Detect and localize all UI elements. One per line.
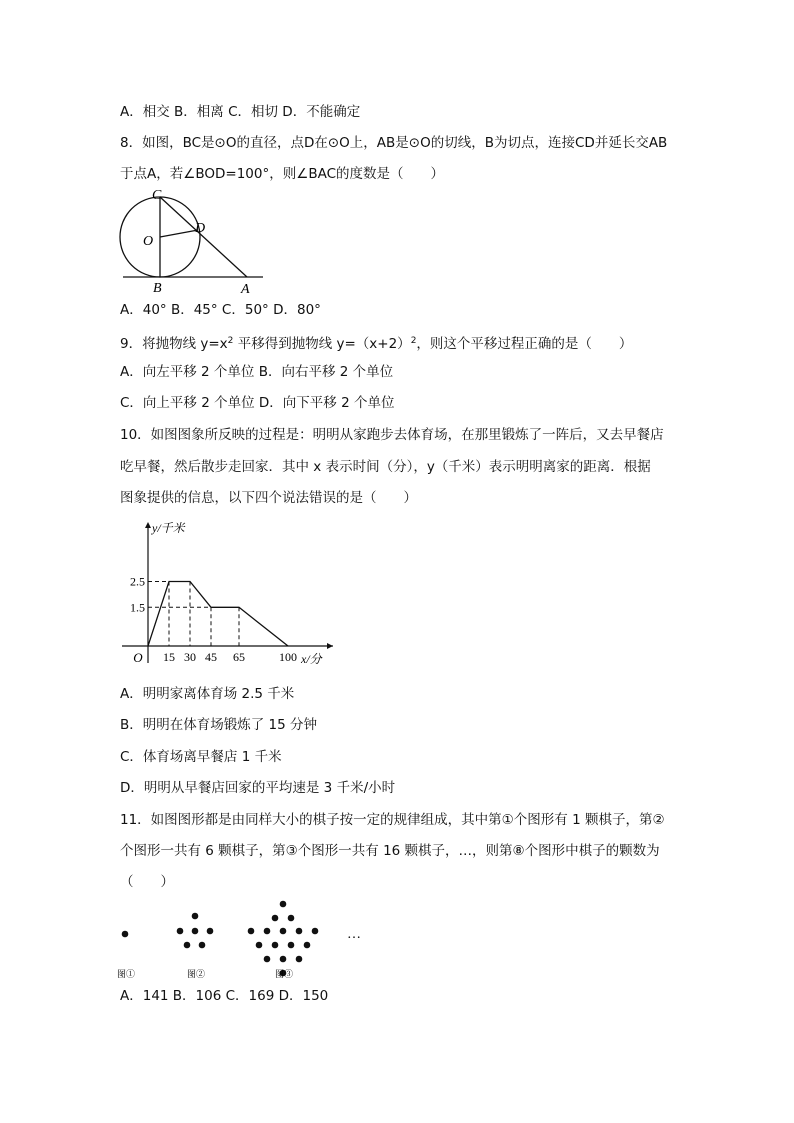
label-c: C	[152, 190, 162, 203]
x-tick-label-45: 45	[205, 650, 217, 664]
q9-stem	[120, 333, 632, 352]
label-b: B	[153, 281, 162, 295]
q11-stem-line2: 个图形一共有 6 颗棋子，第③个图形一共有 16 颗棋子，…，则第⑧个图形中棋子的颗数为	[120, 843, 660, 859]
q9-stem-part3: ，则这个平移过程正确的是（ ）	[416, 336, 633, 352]
caption-fig1: 图①	[117, 969, 136, 979]
ellipsis: …	[347, 927, 361, 942]
q9-options-cd: C．向上平移 2 个单位 D．向下平移 2 个单位	[120, 395, 395, 411]
q9-exponent-1: 2	[227, 336, 234, 346]
q7-options: A．相交 B．相离 C．相切 D．不能确定	[120, 104, 361, 120]
pattern-3	[248, 901, 319, 977]
caption-fig3: 图③	[275, 969, 294, 979]
y-tick-label-1.5: 1.5	[130, 600, 145, 615]
radius-od	[160, 230, 198, 237]
q10-option-c: C．体育场离早餐店 1 千米	[120, 749, 282, 765]
x-axis-label: x/分	[301, 652, 322, 666]
x-axis-arrow	[327, 643, 333, 649]
secant-ca	[160, 197, 247, 277]
q10-stem-line1: 10．如图图象所反映的过程是：明明从家跑步去体育场，在那里锻炼了一阵后，又去早餐店	[120, 427, 664, 443]
y-axis-arrow	[145, 522, 151, 528]
label-a: A	[241, 282, 250, 295]
q8-circle-figure	[115, 190, 265, 295]
q11-stem-line3: （ ）	[120, 874, 174, 890]
origin-label: O	[133, 650, 143, 665]
q10-option-b: B．明明在体育场锻炼了 15 分钟	[120, 717, 318, 733]
q11-pattern-figure	[115, 895, 375, 980]
q10-distance-time-chart	[118, 518, 338, 668]
pattern-1	[122, 931, 129, 938]
q9-stem-part2: 平移得到抛物线 y=（x+2）	[233, 336, 411, 352]
q10-stem-line2: 吃早餐，然后散步走回家．其中 x 表示时间（分），y（千米）表示明明离家的距离．根据	[120, 459, 651, 475]
q9-options-ab: A．向左平移 2 个单位 B．向右平移 2 个单位	[120, 364, 394, 380]
q8-stem-line2: 于点A，若∠BOD=100°，则∠BAC的度数是（ ）	[120, 166, 444, 182]
x-tick-label-30: 30	[184, 650, 196, 664]
q9-exponent-2: 2	[410, 336, 417, 346]
pattern-2	[177, 913, 214, 949]
q8-stem-line1: 8．如图，BC是⊙O的直径，点D在⊙O上，AB是⊙O的切线，B为切点，连接CD并延长交AB	[120, 135, 668, 151]
q11-stem-line1: 11．如图图形都是由同样大小的棋子按一定的规律组成，其中第①个图形有 1 颗棋子，第②	[120, 812, 665, 828]
x-tick-label-15: 15	[163, 650, 175, 664]
y-axis-label: y/千米	[152, 521, 185, 535]
label-o: O	[143, 234, 154, 249]
q11-options: A．141 B．106 C．169 D．150	[120, 988, 329, 1004]
q10-stem-line3: 图象提供的信息，以下四个说法错误的是（ ）	[120, 490, 417, 506]
y-tick-label-2.5: 2.5	[130, 574, 145, 589]
x-tick-label-65: 65	[233, 650, 245, 664]
q10-option-a: A．明明家离体育场 2.5 千米	[120, 686, 295, 702]
x-tick-label-100: 100	[279, 650, 297, 664]
caption-fig2: 图②	[187, 969, 206, 979]
q9-stem-part1: 9．将抛物线 y=x	[120, 336, 228, 352]
q8-options: A．40° B．45° C．50° D．80°	[120, 302, 321, 318]
label-d: D	[195, 221, 206, 236]
q10-option-d: D．明明从早餐店回家的平均速是 3 千米/小时	[120, 780, 396, 796]
